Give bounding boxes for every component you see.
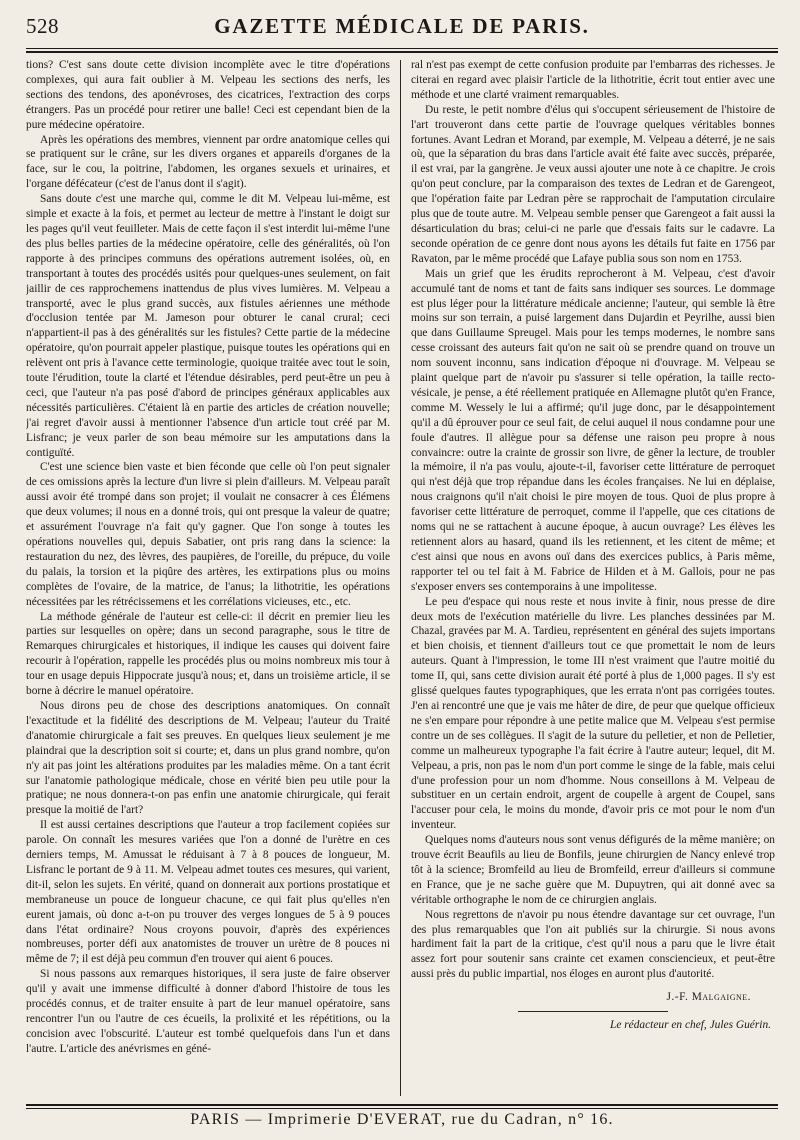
- right-column: [411, 58, 775, 1094]
- paragraph: C'est une science bien vaste et bien féconde que celle où l'on peut signaler de ces omissions après la lecture d'un livre si plein d'ailleurs. M. Velpeau paraît aussi avoir été trompé dans son projet; il voulait ne consacrer à ces Élémens que deux volumes; il nous en a donné trois, qui ont presque la valeur de quatre; et assurément l'ouvrage n'a fait qu'y gagner. Que l'on songe à toutes les opérations nouvelles qui, depuis Sabatier, ont pris rang dans la science: la restauration du nez, des lèvres, des paupières, de l'oreille, du prépuce, du voile du palais, la torsion et la piqûre des artères, les extirpations plus ou moins complètes de l'ovaire, de la matrice, de l'anus; la lithotritie, les opérations nécessitées par les rétrécissemens et les corrélations vicieuses, etc., etc.: [26, 461, 390, 608]
- paragraph: Le peu d'espace qui nous reste et nous invite à finir, nous presse de dire deux mots de l'exécution matérielle du livre. Les planches dessinées par M. Chazal, gravées par M. A. Tardieu, représentent en général des sujets importans et bien choisis, et tiennent d'ailleurs tout ce que promettait le nom de leurs auteurs. Quant à l'impression, le tome III n'est vraiment que l'autre moitié du tome II, qui, sans cette division aurait été porté à plus de 1,000 pages. Il s'y est glissé quelques fautes typographiques, que les errata n'ont pas corrigées toutes. J'en ai rencontré une que je vais me hâter de dire, de peur que quelque officieux ne s'en empare pour répondre à une petite malice que M. Velpeau s'est permise contre un de ses collègues. Il s'agit de la suture du pelletier, et non de Pelletier, comme un malheureux typographe l'a fait écrire à l'autre auteur; lequel, dit M. Velpeau, a pris, non pas le nom d'un port comme le singe de la fable, mais celui d'une profession pour un nom d'homme. Nous conseillons à M. Velpeau de substituer en un certain endroit, argent de coupelle à argent de Coupel, sans l'accuser pour cela, le moins du monde, d'avoir pris ce mot pour le nom d'un inventeur.: [411, 595, 775, 832]
- signature-rule: [518, 1011, 668, 1012]
- paragraph: ral n'est pas exempt de cette confusion produite par l'embarras des richesses. Je citerai en regard avec plaisir l'article de la lithotritie, écrit tout entier avec une méthode et une clarté vraiment remarquables.: [411, 59, 775, 101]
- page-header: [26, 10, 778, 56]
- paragraph: Mais un grief que les érudits reprocheront à M. Velpeau, c'est d'avoir accumulé tant de noms et tant de faits sans indiquer ses sources. Le dommage est plus léger pour la littérature médicale ancienne; l'auteur, qui semble là être moins sur son terrain, a puisé largement dans Dujardin et Peyrilhe, aussi bien que dans Guillaume Spreugel. Mais pour les temps modernes, le nombre sans cesse croissant des auteurs fait qu'on ne sait où se prendre quand on trouve un nom souvent inconnu, sans indication d'époque ni d'ouvrage. M. Velpeau se plaint quelque part de n'avoir pu s'assurer si telle opération, la taille recto-vésicale, je pense, a été réellement pratiquée en Allemagne plutôt qu'en France, comme M. Wessely le lui a affirmé; qu'il juge donc, par le désappointement qu'il a dû éprouver pour ce seul fait, de celui auquel il nous condamne pour une foule d'autres. Il allègue pour sa défense une raison peu propre à nous convaincre: outre la crainte de grossir son livre, de gêner la lecture, de troubler la mémoire, il n'a pas voulu, ajoute-t-il, favoriser cette littérature de perroquet qui n'est déjà que trop répandue dans les écoles françaises. Ne lui en déplaise, nous craignons qu'il n'ait choisi le pire moyen de tous. Quoi de plus propre à favoriser cette littérature de perroquet, comme il l'appelle, que ces citations de noms qui ne se rattachent à aucune époque, à aucun ouvrage? Les élèves les retiennent alors au hasard, quand ils les retiennent, et les citent de même; et c'est ainsi que nous en avons ouï dans des exercices publics, à Paris même, rapporter tel ou tel fait à M. Fabrice de Hilden et à M. Gallois, pour ne pas s'exposer envers ses contemporains à une impolitesse.: [411, 267, 775, 593]
- footer-rule: [26, 1104, 778, 1109]
- header-rule: [26, 48, 778, 53]
- paragraph: Quelques noms d'auteurs nous sont venus défigurés de la même manière; on trouve écrit Beaufils au lieu de Bonfils, jeune chirurgien de Nancy enlevé trop tôt à la science; Bromfeild au lieu de Bromfeild, erreur d'ailleurs si commune en France, que je ne sache guère que M. Dupuytren, qui ait donné avec sa véritable orthographe le nom de ce chirurgien anglais.: [411, 834, 775, 906]
- paragraph: tions? C'est sans doute cette division incomplète avec le titre d'opérations complexes, qui aura fait oublier à M. Velpeau les sections des nerfs, les sections des tendons, des aponévroses, des cicatrices, l'extraction des corps étrangers. Pas un procédé pour retirer une balle! Ceci est cependant bien de la pure médecine opératoire.: [26, 59, 390, 131]
- paragraph: La méthode générale de l'auteur est celle-ci: il décrit en premier lieu les parties sur lesquelles on opère; dans un second paragraphe, sous le titre de Remarques chirurgicales et historiques, il indique les causes qui doivent faire recourir à l'opération, rappelle les procédés plus ou moins nombreux mis tour à tour en usage depuis Hippocrate jusqu'à nous; et, dans un troisième article, il se borne à décrire le manuel opératoire.: [26, 610, 390, 698]
- paragraph: Du reste, le petit nombre d'élus qui s'occupent sérieusement de l'histoire de l'art trouveront dans cette partie de l'ouvrage quelques véritables bonnes fortunes. Avant Ledran et Morand, par exemple, M. Velpeau a déterré, je ne sais où, que la séparation du bras dans l'article avait été faite avec succès, préparée, il est vrai, par la gangrène. Je veux aussi ajouter une note à ce chapitre. Je crois qu'on peut conclure, par la comparaison des textes de Ledran et de Garengeot, que l'opération faite par Ledran père se rapprochait de l'amputation circulaire plus que de toute autre. M. Velpeau semble penser que Garengeot a fait aussi la désarticulation du bras; celui-ci ne parle que d'essais faits sur le cadavre. La seconde opération de ce genre dont nous ayons les détails fut faite en 1756 par Ravaton, par le même procédé que Lafaye publia sous son nom en 1753.: [411, 103, 775, 265]
- paragraph: Si nous passons aux remarques historiques, il sera juste de faire observer qu'il y avait une immense difficulté à donner d'abord l'histoire de tous les procédés connus, et de traiter ensuite à part de leur manuel opératoire, sans rencontrer l'un ou l'autre de ces écueils, la prolixité et les répétitions, ou la concision avec l'obscurité. L'auteur est tombé quelquefois dans l'un et dans l'autre. L'article des anévrismes en géné-: [26, 968, 390, 1055]
- editor-line: Le rédacteur en chef, Jules Guérin.: [609, 1019, 771, 1032]
- author-signature: J.-F. Malgaigne.: [666, 991, 751, 1004]
- paragraph: Il est aussi certaines descriptions que l'auteur a trop facilement copiées sur parole. On connaît les mesures variées que l'on a donné de l'urètre en ces derniers temps, M. Amussat le réduisant à 7 à 8 pouces de longueur, M. Lisfranc le portant de 9 à 11. M. Velpeau admet toutes ces mesures, qui varient, dit-il, selon les sujets. En vérité, quand on donnerait aux portions prostatique et membraneuse un pouce de longueur chacune, ce qui fait plus qu'elles n'en eurent jamais, où donc a-t-on pu trouver des verges longues de 5 à 9 pouces dans l'état ordinaire? Nous croyons pouvoir, d'après des expériences nombreuses, porter défi aux anatomistes de trouver un urètre de 8 pouces ni même de 7; il est déjà peu commun d'en trouver qui aient 6 pouces.: [26, 819, 390, 966]
- newspaper-page: [26, 10, 778, 1135]
- paragraph: Après les opérations des membres, viennent par ordre anatomique celles qui se pratiquent sur le crâne, sur les divers organes et appareils d'organes de la face, sur le cou, la poitrine, l'abdomen, les organes sexuels et urinaires, et l'organe défécateur (c'est de l'anus dont il s'agit).: [26, 133, 390, 191]
- paragraph: Nous dirons peu de chose des descriptions anatomiques. On connaît l'exactitude et la fidélité des descriptions de M. Velpeau; l'auteur du Traité d'anatomie chirurgicale a fait ses preuves. En quelques lieux seulement je me plaindrai que la description soit si courte; et, dans un plus grand nombre, qu'on n'y ait pas joint les altérations produites par les maladies même. On a tant écrit sur l'anatomie pathologique médicale, chose en vérité bien peu utile pour la pratique; ne nous donnera-t-on pas enfin une anatomie chirurgicale, qui ferait presque la moitié de l'art?: [26, 699, 390, 817]
- column-divider: [400, 60, 401, 1096]
- journal-title: GAZETTE MÉDICALE DE PARIS.: [214, 14, 590, 38]
- page-footer: [26, 1104, 778, 1134]
- left-column: [26, 58, 390, 1094]
- page-number: 528: [26, 14, 59, 38]
- paragraph: Sans doute c'est une marche qui, comme le dit M. Velpeau lui-même, est simple et exacte à la fois, et permet au lecteur de mettre à l'instant le doigt sur les pages qu'il veut feuilleter. Mais de cette façon il s'est interdit lui-même l'une des plus belles parties de la médecine opératoire, celle des généralités, où l'on rapporte à des principes communs des opérations autrement isolées, où, en transportant à toutes des procédés usités pour quelques-unes seulement, on fait jaillir de ces rapprochemens inattendus de plus vives lumières. M. Velpeau a transporté, avec le plus grand succès, aux fistules aériennes une méthode d'occlusion tentée par M. Jameson pour obturer le canal crural; ceci n'appartient-il pas à des généralités sur les fistules? Cette partie de la médecine opératoire, qu'on pourrait appeler plastique, puisque toutes les opérations qui en relèvent ont pris à l'avance cette terminologie, quoique traitée avec tout le soin, toute l'érudition, toute la clarté et l'étendue désirables, perd peut-être un peu à ceci, que l'auteur n'a pas posé d'abord de principes généraux applicables aux nécessités particulières. C'étaient là en partie des articles de création nouvelle; j'ai regret d'avoir aussi à mentionner l'absence d'un article tout créé par M. Lisfranc; je veux parler de son beau mémoire sur les amputations dans la contiguïté.: [26, 193, 390, 459]
- paragraph: Nous regrettons de n'avoir pu nous étendre davantage sur cet ouvrage, l'un des plus remarquables que l'on ait publiés sur la chirurgie. Si nous avons hardiment fait la part de la critique, c'est qu'il nous a paru que le livre était assez fort pour soutenir sans crainte cet examen consciencieux, et peut-être aussi près du public impartial, nos éloges en auront plus d'autorité.: [411, 908, 775, 981]
- printer-imprint: PARIS — Imprimerie D'EVERAT, rue du Cadran, n° 16.: [190, 1111, 614, 1128]
